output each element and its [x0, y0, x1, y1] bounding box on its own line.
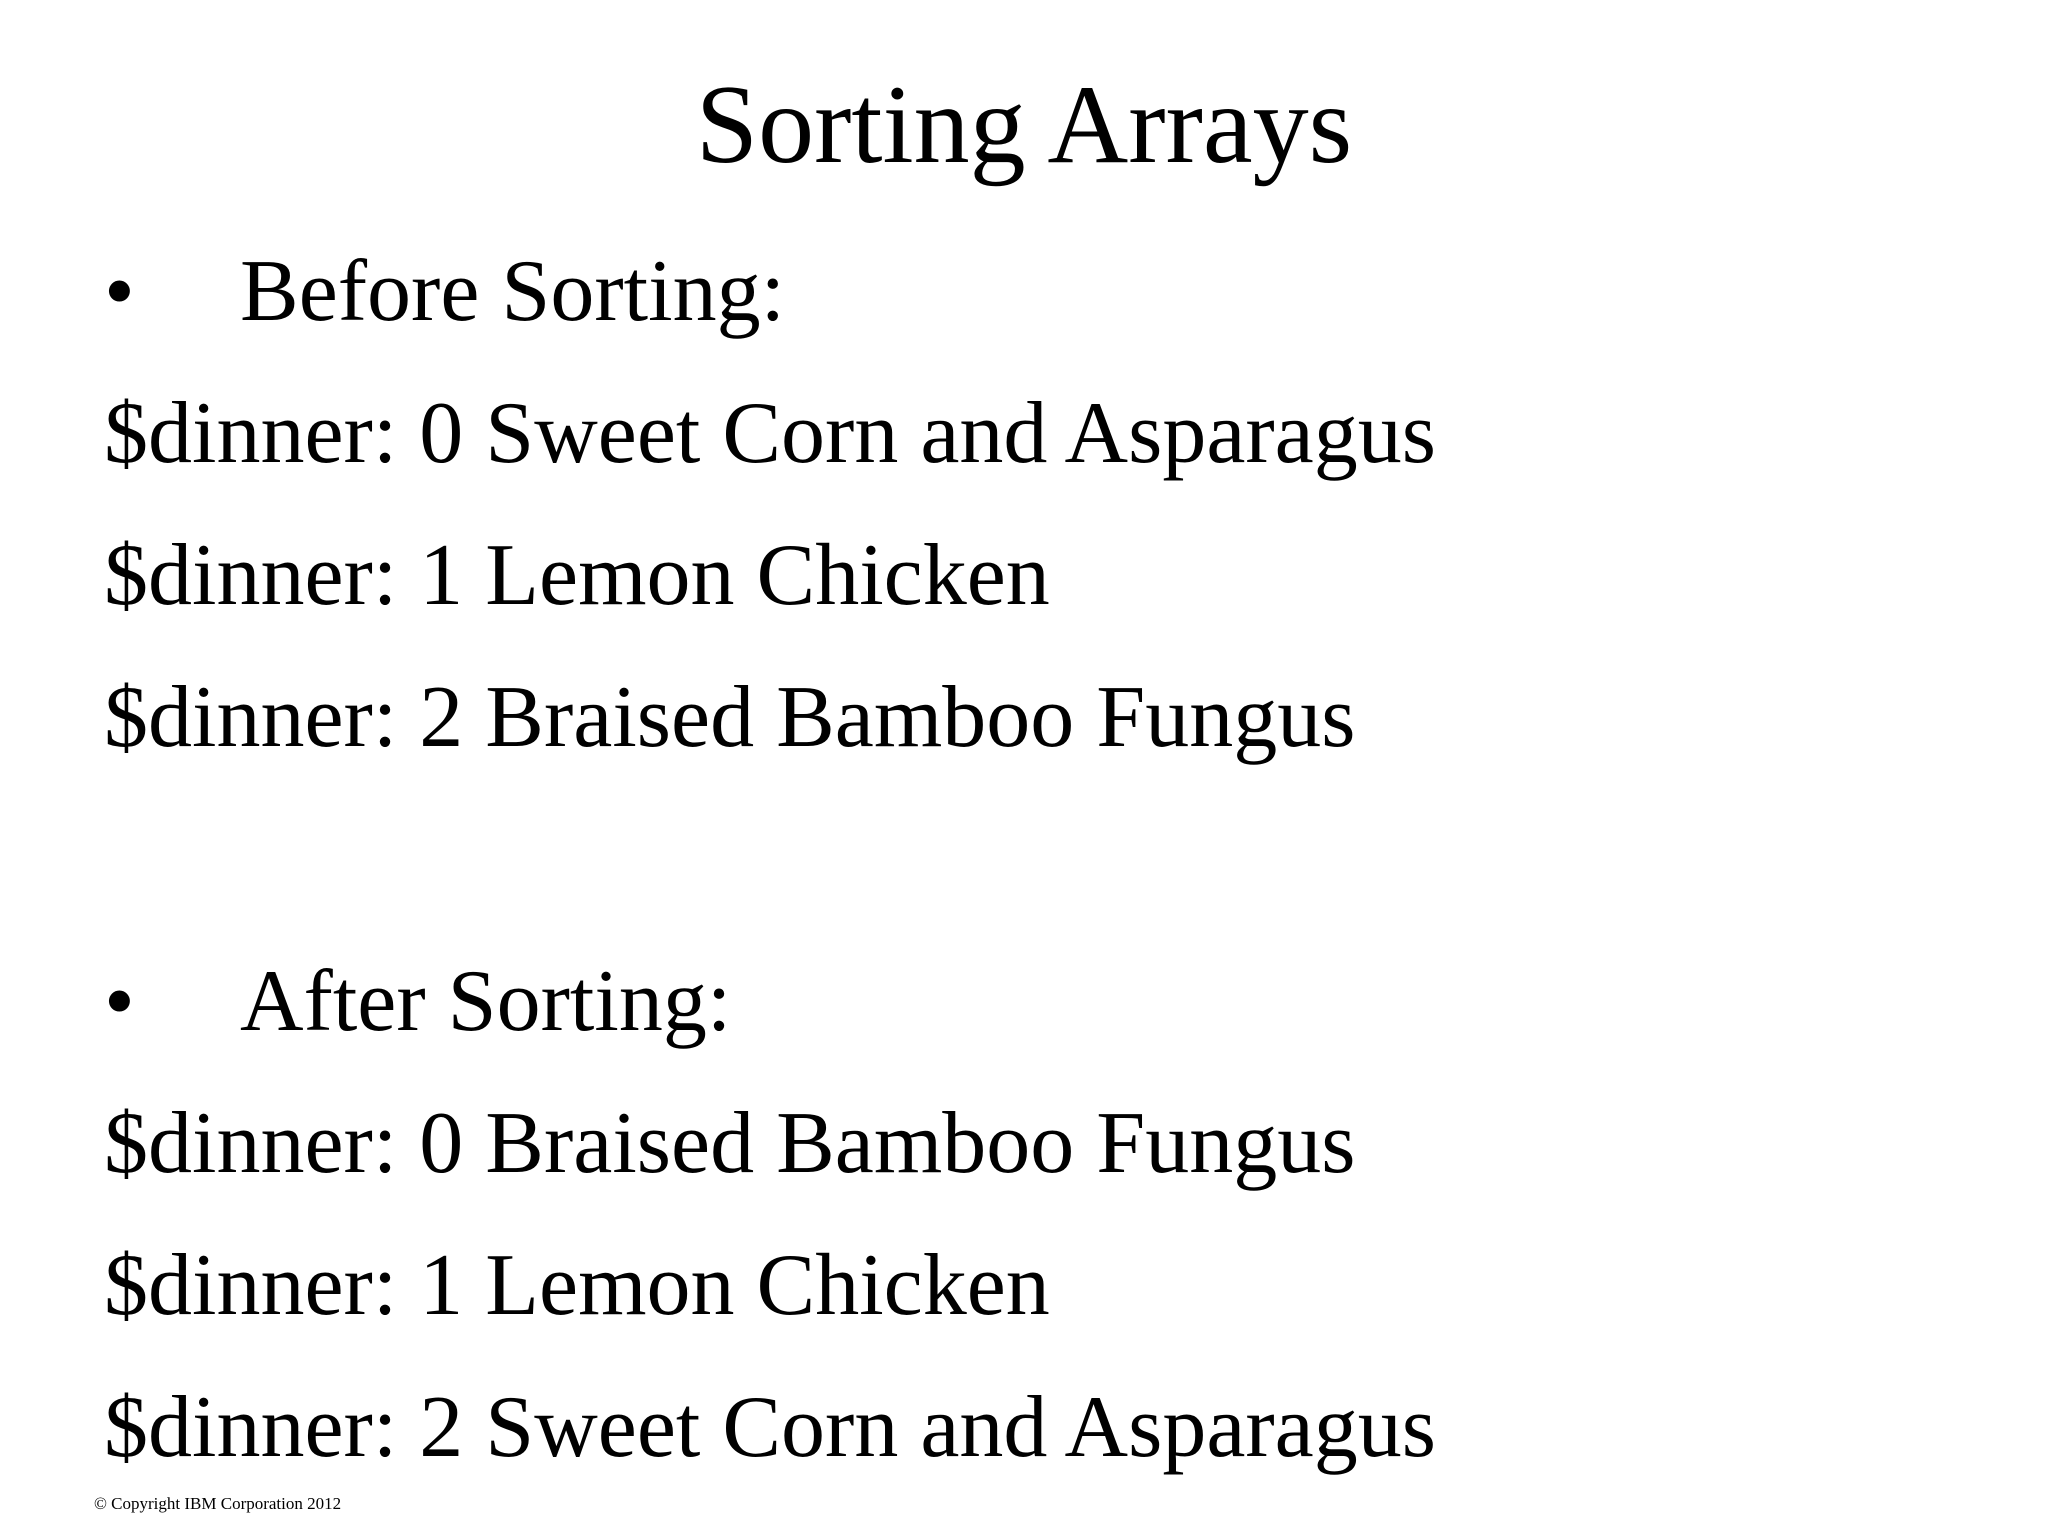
after-line-1: $dinner: 1 Lemon Chicken [104, 1237, 1050, 1334]
after-line-2: $dinner: 2 Sweet Corn and Asparagus [104, 1379, 1436, 1476]
slide-title-text: Sorting Arrays [695, 63, 1353, 187]
before-sorting-bullet [104, 242, 785, 342]
copyright-notice: © Copyright IBM Corporation 2012 [94, 1494, 342, 1513]
bullet-icon: • [104, 243, 135, 340]
before-line-0: $dinner: 0 Sweet Corn and Asparagus [104, 385, 1436, 482]
after-line-0: $dinner: 0 Braised Bamboo Fungus [104, 1095, 1356, 1192]
before-sorting-heading: Before Sorting: [240, 243, 786, 340]
slide-title [0, 50, 2048, 200]
after-sorting-heading: After Sorting: [240, 953, 732, 1050]
bullet-icon: • [104, 953, 135, 1050]
after-sorting-bullet [104, 952, 731, 1052]
before-line-2: $dinner: 2 Braised Bamboo Fungus [104, 669, 1356, 766]
before-line-1: $dinner: 1 Lemon Chicken [104, 527, 1050, 624]
